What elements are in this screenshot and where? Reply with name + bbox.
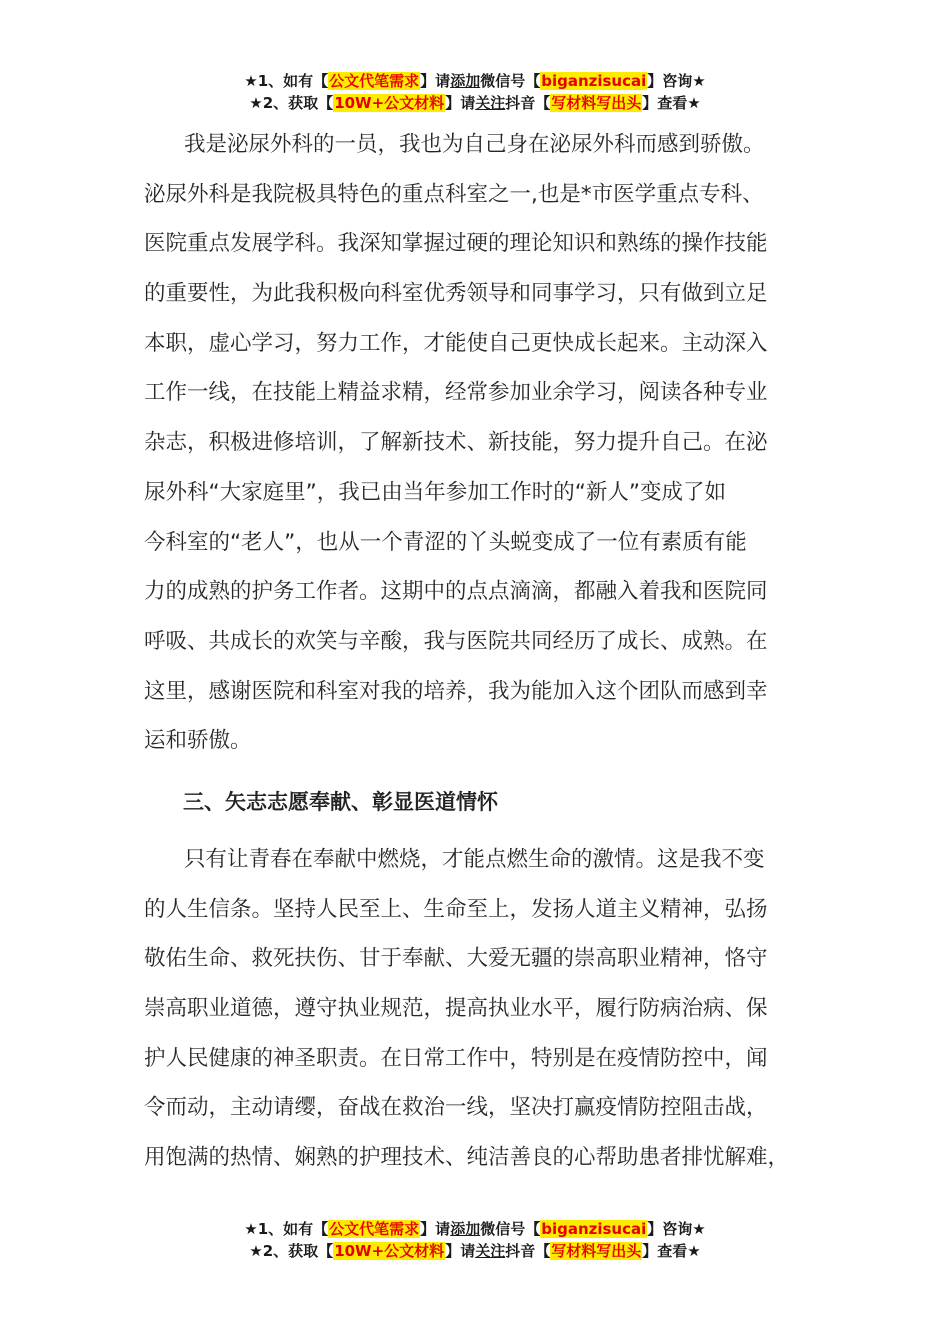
banner-line-1 [0,1218,950,1240]
banner-text: 】请 [420,72,451,90]
underlined-follow: 关注 [475,94,506,112]
banner-text: 微信号【 [480,1220,541,1238]
paragraph-1 [144,120,796,766]
top-banner [0,70,950,114]
highlight-douyin: 写材料写出头 [551,94,642,112]
paragraph-line: 今科室的“老人”，也从一个青涩的丫头蜕变成了一位有素质有能 [144,529,747,555]
bottom-banner [0,1218,950,1262]
banner-text: ★1、如有【 [244,72,329,90]
banner-text: 】请 [445,1242,476,1260]
paragraph-line: 用饱满的热情、娴熟的护理技术、纯洁善良的心帮助患者排忧解难， [144,1145,790,1171]
highlight-service: 公文代笔需求 [329,1220,420,1238]
paragraph-line: 的重要性，为此我积极向科室优秀领导和同事学习，只有做到立足 [144,281,768,307]
paragraph-line: 这里，感谢医院和科室对我的培养，我为能加入这个团队而感到幸 [144,678,768,704]
banner-text: ★1、如有【 [244,1220,329,1238]
banner-line-2 [0,92,950,114]
banner-line-1 [0,70,950,92]
highlight-service: 公文代笔需求 [329,72,420,90]
banner-text: 】请 [445,94,476,112]
paragraph-line: 杂志，积极进修培训，了解新技术、新技能，努力提升自己。在泌 [144,430,768,456]
paragraph-line: 只有让青春在奉献中燃烧，才能点燃生命的激情。这是我不变 [184,847,765,872]
paragraph-line: 崇高职业道德，遵守执业规范，提高执业水平，履行防病治病、保 [144,996,768,1022]
banner-text: 微信号【 [480,72,541,90]
paragraph-line: 我是泌尿外科的一员，我也为自己身在泌尿外科而感到骄傲。 [184,132,765,157]
highlight-wechat-id: biganzisucai [541,72,647,90]
paragraph-line: 敬佑生命、救死扶伤、甘于奉献、大爱无疆的崇高职业精神，恪守 [144,946,768,972]
paragraph-line: 泌尿外科是我院极具特色的重点科室之一,也是*市医学重点专科、 [144,181,764,207]
paragraph-line: 医院重点发展学科。我深知掌握过硬的理论知识和熟练的操作技能 [144,231,768,257]
section-heading: 三、矢志志愿奉献、彰显医道情怀 [183,790,498,814]
banner-text: 】查看★ [642,1242,701,1260]
paragraph-line: 工作一线，在技能上精益求精，经常参加业余学习，阅读各种专业 [144,380,768,406]
banner-text: 】查看★ [642,94,701,112]
underlined-follow: 关注 [475,1242,506,1260]
paragraph-line: 护人民健康的神圣职责。在日常工作中，特别是在疫情防控中，闻 [144,1045,768,1071]
underlined-add: 添加 [450,72,481,90]
banner-text: 】请 [420,1220,451,1238]
paragraph-line: 尿外科“大家庭里”，我已由当年参加工作时的“新人”变成了如 [144,479,727,505]
paragraph-line: 呼吸、共成长的欢笑与辛酸，我与医院共同经历了成长、成熟。在 [144,628,768,654]
banner-text: 抖音【 [505,94,551,112]
highlight-materials: 10W+公文材料 [334,94,445,112]
highlight-materials: 10W+公文材料 [334,1242,445,1260]
paragraph-line: 本职，虚心学习，努力工作，才能使自己更快成长起来。主动深入 [144,330,768,356]
paragraph-2 [144,835,796,1183]
banner-line-2 [0,1240,950,1262]
paragraph-line: 令而动，主动请缨，奋战在救治一线，坚决打赢疫情防控阻击战， [144,1095,768,1121]
banner-text: 抖音【 [505,1242,551,1260]
banner-text: ★2、获取【 [249,1242,334,1260]
paragraph-line: 运和骄傲。 [144,728,252,754]
paragraph-line: 力的成熟的护务工作者。这期中的点点滴滴，都融入着我和医院同 [144,579,768,605]
highlight-wechat-id: biganzisucai [541,1220,647,1238]
underlined-add: 添加 [450,1220,481,1238]
banner-text: ★2、获取【 [249,94,334,112]
highlight-douyin: 写材料写出头 [551,1242,642,1260]
banner-text: 】咨询★ [647,1220,706,1238]
banner-text: 】咨询★ [647,72,706,90]
paragraph-line: 的人生信条。坚持人民至上、生命至上，发扬人道主义精神，弘扬 [144,896,768,922]
